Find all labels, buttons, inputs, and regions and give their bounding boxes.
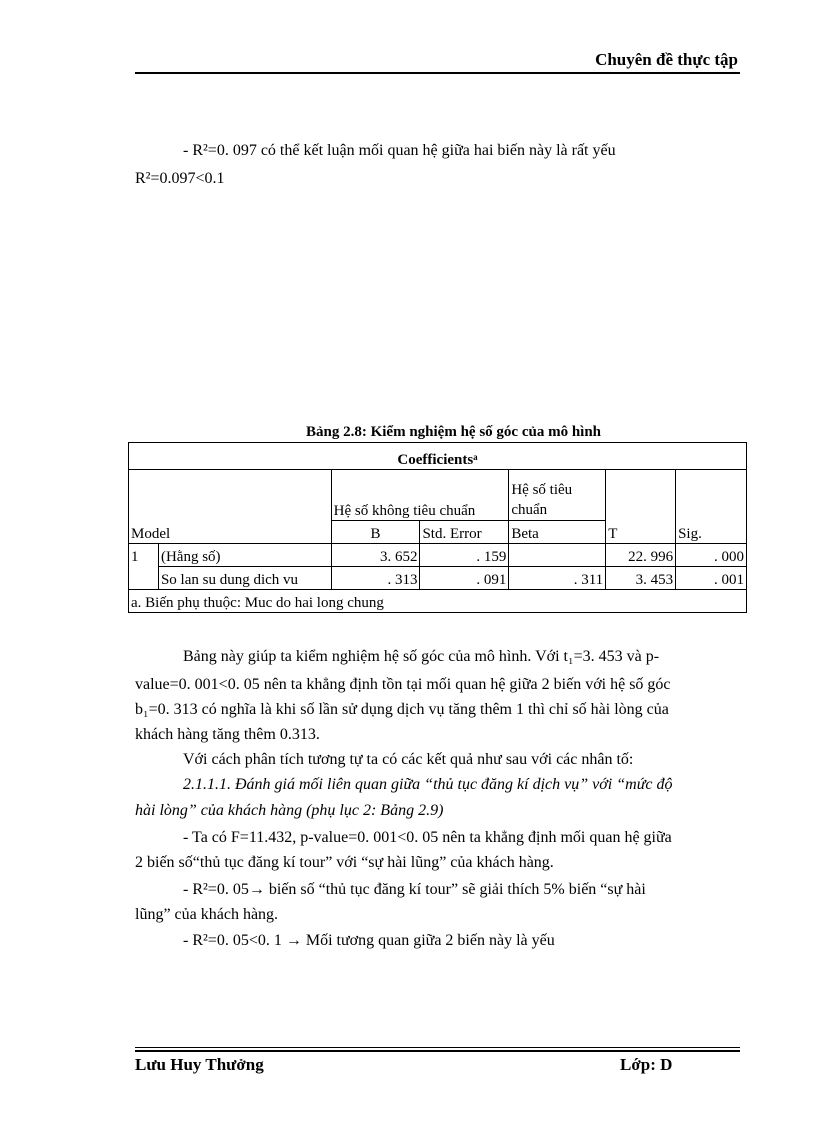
- text-line: value=0. 001<0. 05 nên ta khẳng định tồn tại mối quan hệ giữa 2 biến với hệ số góc: [135, 676, 671, 693]
- header-t: T: [606, 520, 676, 543]
- section-heading: hài lòng” của khách hàng (phụ lục 2: Bảng 2.9): [135, 802, 444, 819]
- header-beta: Beta: [509, 520, 606, 543]
- text-line: b₁=0. 313 có nghĩa là khi số lần sử dụng dịch vụ tăng thêm 1 thì chỉ số hài lòng của: [135, 701, 669, 718]
- header-sig: Sig.: [676, 520, 747, 543]
- table-caption: Bảng 2.8: Kiểm nghiệm hệ số góc của mô hình: [306, 424, 602, 440]
- row-label: So lan su dung dich vu: [158, 566, 331, 589]
- row-sig: . 000: [676, 543, 747, 566]
- footer-class: Lớp: D: [620, 1055, 673, 1074]
- table-row: [129, 566, 747, 589]
- row-t: 22. 996: [606, 543, 676, 566]
- table-footnote: a. Biến phụ thuộc: Muc do hai long chung: [129, 589, 747, 612]
- text-line: Với cách phân tích tương tự ta có các kết quả như sau với các nhân tố:: [183, 751, 634, 768]
- row-sig: . 001: [676, 566, 747, 589]
- text-line: - Ta có F=11.432, p-value=0. 001<0. 05 nên ta khẳng định mối quan hệ giữa: [183, 829, 672, 846]
- text-line: 2 biến số“thủ tục đăng kí tour” với “sự hài lũng” của khách hàng.: [135, 854, 554, 871]
- header-standardized: Hệ số tiêu chuẩn: [509, 470, 606, 521]
- header-t-top: [606, 470, 676, 521]
- row-std-error: . 091: [420, 566, 509, 589]
- row-b: 3. 652: [331, 543, 420, 566]
- table-title: Coefficientsᵃ: [129, 443, 747, 470]
- row-model-number: 1: [129, 543, 159, 566]
- footer-rule: [135, 1050, 740, 1052]
- footer-rule: [135, 1047, 740, 1048]
- header-b: B: [331, 520, 420, 543]
- row-std-error: . 159: [420, 543, 509, 566]
- text-line: - R²=0. 097 có thể kết luận mối quan hệ giữa hai biến này là rất yếu: [183, 142, 616, 159]
- text-line: - R²=0. 05<0. 1 → Mối tương quan giữa 2 biến này là yếu: [183, 932, 555, 949]
- section-heading: 2.1.1.1. Đánh giá mối liên quan giữa “thủ tục đăng kí dịch vụ” với “mức độ: [183, 776, 673, 793]
- row-b: . 313: [331, 566, 420, 589]
- text-line: khách hàng tăng thêm 0.313.: [135, 726, 320, 743]
- header-model-cell: [129, 470, 332, 521]
- row-beta: [509, 543, 606, 566]
- text-line: Bảng này giúp ta kiểm nghiệm hệ số góc của mô hình. Với t₁=3. 453 và p-: [183, 648, 660, 665]
- row-model-number: [129, 566, 159, 589]
- footer-author: Lưu Huy Thưởng: [135, 1055, 264, 1074]
- header-model: Model: [129, 520, 332, 543]
- table-row: [129, 543, 747, 566]
- row-label: (Hằng số): [158, 543, 331, 566]
- header-unstandardized: Hệ số không tiêu chuẩn: [331, 470, 509, 521]
- text-line: R²=0.097<0.1: [135, 170, 225, 187]
- header-sig-top: [676, 470, 747, 521]
- row-t: 3. 453: [606, 566, 676, 589]
- header-std-error: Std. Error: [420, 520, 509, 543]
- text-line: - R²=0. 05→ biến số “thủ tục đăng kí tour” sẽ giải thích 5% biến “sự hài: [183, 881, 646, 898]
- coefficients-table: [128, 442, 747, 613]
- row-beta: . 311: [509, 566, 606, 589]
- page-header-title: Chuyên đề thực tập: [595, 50, 738, 69]
- header-rule: [135, 72, 740, 74]
- text-line: lũng” của khách hàng.: [135, 906, 279, 923]
